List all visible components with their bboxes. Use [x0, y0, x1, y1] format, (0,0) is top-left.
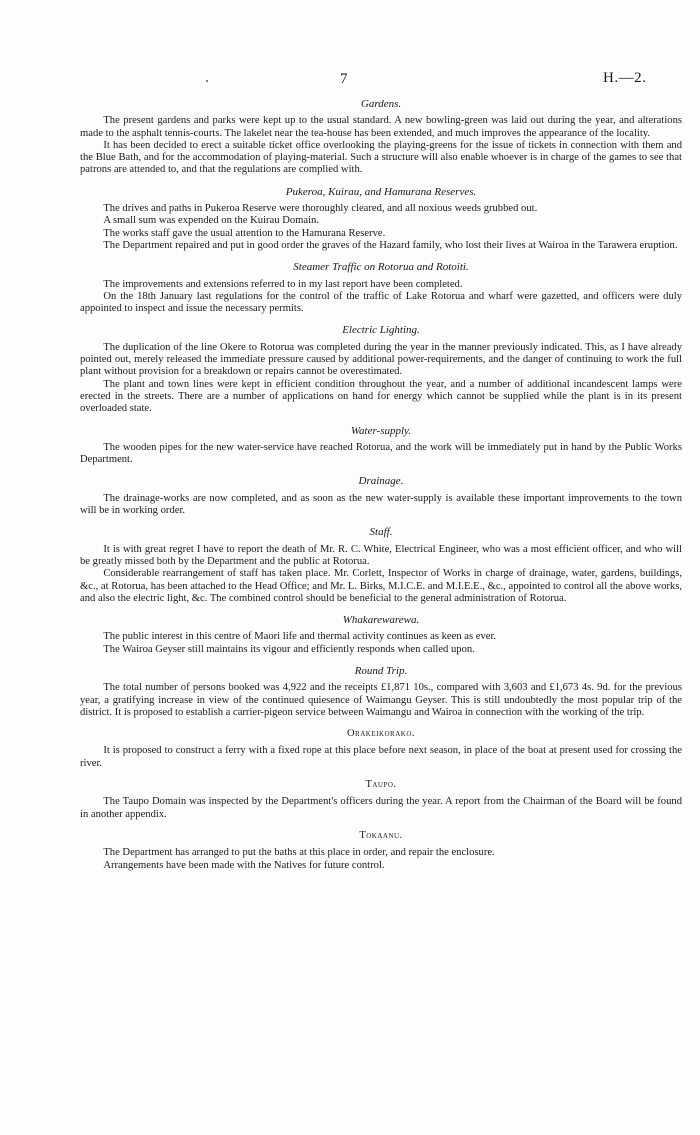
paragraph: The present gardens and parks were kept up to the usual standard. A new bowling-green was laid out during the year, and alterations made to the asphalt tennis-courts. The lakelet near the tea-house has been extended, and much improves the appearance of the locality. — [80, 115, 682, 139]
section-heading: Electric Lighting. — [342, 324, 420, 337]
section-heading: Gardens. — [360, 98, 402, 110]
section-taupo — [80, 779, 682, 821]
section-staff — [80, 526, 682, 605]
section-heading: Tokaanu. — [359, 829, 403, 841]
paragraph: The improvements and extensions referred to in my last report have been completed. — [103, 278, 463, 290]
paragraph: It has been decided to erect a suitable ticket office overlooking the playing-greens for the issue of tickets in connection with them and the Blue Bath, and for the accommodation of playing-material. Such a structure will also enable whoever is in charge of the games to see that patrons are attended to, and that the regulations are complied with. — [80, 139, 682, 176]
paragraph: A small sum was expended on the Kuirau Domain. — [103, 215, 319, 227]
paragraph: The public interest in this centre of Maori life and thermal activity continues as keen as ever. — [103, 631, 497, 643]
page-number: 7 — [340, 71, 348, 87]
section-heading: Staff. — [369, 526, 393, 539]
section-round-trip — [80, 665, 682, 719]
paragraph: Arrangements have been made with the Natives for future control. — [103, 859, 385, 871]
paragraph: It is with great regret I have to report the death of Mr. R. C. White, Electrical Engineer, who was a most efficient officer, and who will be greatly missed both by the Department and the public at Rotorua. — [80, 543, 682, 567]
document-body — [80, 98, 682, 881]
section-steamer-traffic — [80, 261, 682, 315]
section-orakeikorako — [80, 728, 682, 770]
section-heading: Whakarewarewa. — [342, 614, 420, 627]
paragraph: On the 18th January last regulations for the control of the traffic of Lake Rotorua and wharf were gazetted, and officers were duly appointed to inspect and issue the necessary permits. — [80, 290, 682, 315]
paragraph: The Wairoa Geyser still maintains its vigour and efficiently responds when called upon. — [103, 643, 475, 655]
document-reference: H.—2. — [603, 70, 647, 86]
section-electric-lighting — [80, 324, 682, 415]
paragraph: The plant and town lines were kept in efficient condition throughout the year, and a number of additional incandescent lamps were erected in the streets. There are a number of applications on hand for energy which cannot be supplied while the plant is in its present overloaded state. — [80, 378, 682, 415]
section-heading: Taupo. — [365, 779, 397, 791]
paragraph: It is proposed to construct a ferry with a fixed rope at this place before next season, in place of the boat at present used for crossing the river. — [80, 745, 682, 769]
paragraph: The total number of persons booked was 4,922 and the receipts £1,871 10s., compared with 3,603 and £1,673 4s. 9d. for the previous year, a gratifying increase in view of the continued quiesence of Waimangu Geyser. This is still undoubtedly the most popular trip of the district. It is proposed to establish a carrier-pigeon service between Waimangu and Wairoa in connection with the working of the trip. — [80, 682, 682, 718]
paragraph: The Taupo Domain was inspected by the Department's officers during the year. A report from the Chairman of the Board will be found in another appendix. — [80, 796, 682, 820]
paragraph: The drives and paths in Pukeroa Reserve were thoroughly cleared, and all noxious weeds grubbed out. — [103, 203, 538, 215]
section-drainage — [80, 475, 682, 517]
section-heading: Water-supply. — [350, 424, 412, 437]
paragraph: The works staff gave the usual attention to the Hamurana Reserve. — [103, 227, 386, 239]
section-tokaanu — [80, 830, 682, 872]
section-heading: Round Trip. — [354, 664, 408, 677]
section-gardens — [80, 98, 682, 177]
margin-dot — [206, 80, 208, 82]
paragraph: The Department repaired and put in good order the graves of the Hazard family, who lost their lives at Wairoa in the Tarawera eruption. — [103, 239, 678, 251]
paragraph: The duplication of the line Okere to Rotorua was completed during the year in the manner previously indicated. This, as I have already pointed out, merely released the immediate pressure caused by additional power-requirements, and the danger of continuing to work the full plant without provision for a breakdown or repairs cannot be overestimated. — [80, 341, 682, 378]
section-heading: Pukeroa, Kuirau, and Hamurana Reserves. — [285, 185, 477, 198]
paragraph: The wooden pipes for the new water-service have reached Rotorua, and the work will be immediately put in hand by the Public Works Department. — [80, 441, 682, 466]
paragraph: The Department has arranged to put the baths at this place in order, and repair the enclosure. — [103, 847, 495, 859]
section-heading: Orakeikorako. — [346, 728, 416, 740]
section-whakarewarewa — [80, 614, 682, 656]
section-heading: Steamer Traffic on Rotorua and Rotoiti. — [293, 261, 469, 274]
section-heading: Drainage. — [358, 475, 404, 488]
section-water-supply — [80, 425, 682, 467]
section-reserves — [80, 186, 682, 252]
paragraph: Considerable rearrangement of staff has taken place. Mr. Corlett, Inspector of Works in charge of drainage, water, gardens, buildings, &c., at Rotorua, has been attached to the Head Office; and Mr. L. Birks, M.I.C.E. and M.I.E.E., &c., appointed to control all the above works, and also the electric light, &c. The combined control should be beneficial to the general administration of Rotorua. — [80, 568, 682, 604]
paragraph: The drainage-works are now completed, and as soon as the new water-supply is available these important improvements to the town will be in working order. — [80, 492, 682, 517]
